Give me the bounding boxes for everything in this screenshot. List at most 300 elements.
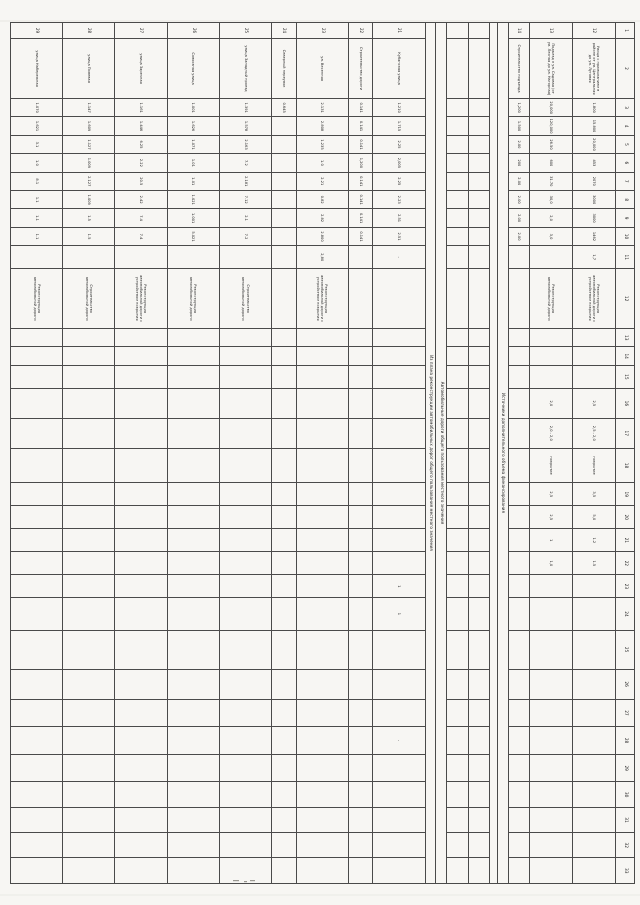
table-cell: 2.1	[219, 209, 271, 227]
table-cell: 0.645	[272, 98, 297, 116]
row-number: 13	[530, 23, 573, 39]
table-cell	[11, 669, 63, 699]
table-cell	[573, 630, 616, 669]
table-cell	[348, 418, 373, 448]
table-cell	[468, 506, 489, 529]
table-cell: 1.500	[508, 117, 530, 135]
table-cell: 1.715	[373, 117, 425, 135]
table-cell	[348, 329, 373, 347]
table-cell	[573, 754, 616, 782]
road-name: Строительство дороги	[348, 39, 373, 99]
table-cell	[447, 227, 469, 245]
table-cell	[468, 754, 489, 782]
table-cell	[468, 135, 489, 153]
table-row	[11, 23, 63, 884]
col-number: 28	[616, 727, 635, 755]
table-cell	[468, 418, 489, 448]
table-cell	[167, 575, 219, 598]
road-name: Северный переулок	[272, 39, 297, 99]
table-cell	[468, 833, 489, 858]
table-cell: 7.2	[219, 154, 271, 172]
table-cell	[272, 754, 297, 782]
table-cell	[530, 833, 573, 858]
table-cell	[296, 365, 348, 388]
work-description	[348, 269, 373, 329]
table-cell	[63, 506, 115, 529]
table-cell: 3000	[573, 209, 616, 227]
table-cell: 7.4	[115, 209, 167, 227]
table-cell	[167, 727, 219, 755]
table-cell: 1,7	[573, 246, 616, 269]
table-cell	[11, 418, 63, 448]
road-name: улица Полевая	[63, 39, 115, 99]
table-cell: 1.01	[167, 154, 219, 172]
col-number: 21	[616, 529, 635, 552]
table-cell	[115, 365, 167, 388]
table-cell: 1.009	[63, 190, 115, 208]
table-cell: 3.1	[11, 135, 63, 153]
table-cell	[296, 483, 348, 506]
col-number: 17	[616, 418, 635, 448]
table-cell	[373, 483, 425, 506]
table-cell	[219, 365, 271, 388]
table-cell: 1.391	[219, 98, 271, 116]
table-cell	[373, 388, 425, 418]
table-cell	[115, 448, 167, 483]
table-cell	[573, 347, 616, 365]
row-number: 29	[11, 23, 63, 39]
table-cell	[219, 598, 271, 630]
table-cell	[508, 529, 530, 552]
col-number: 30	[616, 782, 635, 807]
table-cell	[530, 347, 573, 365]
table-cell	[508, 552, 530, 575]
table-cell	[447, 365, 469, 388]
table-cell	[272, 117, 297, 135]
table-cell: 2,80	[296, 246, 348, 269]
table-cell	[508, 575, 530, 598]
table-cell: 0.141	[348, 98, 373, 116]
table-cell: 3,5	[573, 483, 616, 506]
table-cell	[530, 365, 573, 388]
road-name: улица Западный проезд	[219, 39, 271, 99]
road-name: ул. Весенняя	[296, 39, 348, 99]
table-cell	[272, 246, 297, 269]
table-cell: 2.00	[508, 135, 530, 153]
table-cell	[272, 858, 297, 884]
table-cell	[11, 329, 63, 347]
row-number: 25	[219, 23, 271, 39]
table-cell: -	[373, 246, 425, 269]
table-row	[63, 23, 115, 884]
table-cell: 0.141	[348, 190, 373, 208]
section-header-lower	[425, 23, 446, 884]
table-cell: 1.609	[63, 117, 115, 135]
table-cell: 1.009	[63, 154, 115, 172]
table-cell	[11, 754, 63, 782]
table-cell	[63, 329, 115, 347]
table-cell	[167, 858, 219, 884]
table-cell	[63, 552, 115, 575]
table-row	[373, 23, 425, 884]
table-cell	[468, 552, 489, 575]
table-cell	[296, 329, 348, 347]
table-cell	[573, 858, 616, 884]
table-cell	[508, 506, 530, 529]
table-cell	[373, 833, 425, 858]
col-number: 12	[616, 269, 635, 329]
table-cell: 1.1	[11, 190, 63, 208]
table-cell	[115, 754, 167, 782]
table-cell	[573, 575, 616, 598]
table-cell	[447, 172, 469, 190]
table-cell: покрытие	[573, 448, 616, 483]
rotated-table-container	[10, 22, 635, 884]
col-number: 23	[616, 575, 635, 598]
table-cell: 3,0	[530, 227, 573, 245]
table-cell: 1462	[573, 227, 616, 245]
upper-rows	[508, 23, 615, 884]
table-cell: 1.800	[573, 98, 616, 116]
table-cell	[167, 483, 219, 506]
table-cell: 2.00	[508, 190, 530, 208]
table-cell: 200	[508, 154, 530, 172]
table-cell	[63, 727, 115, 755]
table-cell: 1	[373, 575, 425, 598]
table-cell	[508, 388, 530, 418]
table-cell	[11, 388, 63, 418]
table-cell	[11, 833, 63, 858]
table-cell	[447, 388, 469, 418]
col-number: 19	[616, 483, 635, 506]
table-cell	[296, 833, 348, 858]
table-cell	[468, 246, 489, 269]
table-cell	[167, 246, 219, 269]
table-cell	[115, 246, 167, 269]
table-cell	[508, 246, 530, 269]
table-row	[573, 23, 616, 884]
table-cell	[115, 669, 167, 699]
table-cell	[219, 552, 271, 575]
table-cell	[115, 727, 167, 755]
table-cell	[447, 347, 469, 365]
table-cell	[115, 552, 167, 575]
table-cell	[115, 388, 167, 418]
table-cell: 1.621	[11, 117, 63, 135]
table-cell: 0.82	[296, 190, 348, 208]
table-cell: 8.1	[11, 172, 63, 190]
table-cell	[272, 347, 297, 365]
table-cell: 2.51	[373, 227, 425, 245]
col-number: 27	[616, 699, 635, 727]
table-cell: 1.01	[167, 172, 219, 190]
table-cell: 0.141	[348, 209, 373, 227]
road-name: Подъезд к ул. Садовая (от ул. Лесная до ул. Нагорная)	[530, 39, 573, 99]
table-cell: 2,5	[530, 506, 573, 529]
table-cell	[272, 190, 297, 208]
table-cell	[468, 154, 489, 172]
table-cell	[447, 209, 469, 227]
table-cell	[219, 699, 271, 727]
table-cell: 2.800	[296, 227, 348, 245]
table-cell	[272, 227, 297, 245]
table-cell	[219, 754, 271, 782]
table-cell	[373, 699, 425, 727]
table-cell	[11, 807, 63, 832]
table-cell: 0.141	[348, 172, 373, 190]
table-cell	[219, 575, 271, 598]
table-cell: 1.5	[63, 209, 115, 227]
table-cell	[468, 858, 489, 884]
table-cell: 120,000	[530, 117, 573, 135]
table-cell: 2.21	[296, 172, 348, 190]
table-cell: 7.4	[115, 227, 167, 245]
table-row	[272, 23, 297, 884]
table-cell	[573, 669, 616, 699]
work-description: Реконструкция автомобильной дороги с устройством покрытия	[296, 269, 348, 329]
table-cell	[63, 858, 115, 884]
table-cell	[468, 23, 489, 39]
table-cell	[573, 365, 616, 388]
table-cell	[11, 782, 63, 807]
table-cell: 1.161	[115, 98, 167, 116]
table-cell	[468, 347, 489, 365]
table-cell	[167, 807, 219, 832]
table-cell	[468, 117, 489, 135]
table-cell	[167, 833, 219, 858]
table-cell	[296, 630, 348, 669]
table-cell	[11, 699, 63, 727]
table-cell	[272, 388, 297, 418]
table-cell	[468, 448, 489, 483]
table-cell	[219, 807, 271, 832]
col-number: 9	[616, 209, 635, 227]
table-cell	[508, 598, 530, 630]
table-cell: 2.25	[373, 135, 425, 153]
table-cell	[296, 448, 348, 483]
table-cell	[272, 575, 297, 598]
table-cell	[468, 388, 489, 418]
table-cell: 1.147	[63, 98, 115, 116]
table-cell	[11, 727, 63, 755]
table-cell: 2.131	[296, 98, 348, 116]
table-cell: 2.00	[508, 172, 530, 190]
table-cell	[219, 329, 271, 347]
table-cell: 1.5	[573, 552, 616, 575]
table-cell	[63, 598, 115, 630]
table-cell	[63, 365, 115, 388]
table-cell	[447, 669, 469, 699]
table-cell	[508, 329, 530, 347]
table-cell	[167, 699, 219, 727]
table-cell	[219, 448, 271, 483]
table-cell: 1.578	[219, 117, 271, 135]
road-name: Улица с примыканием в районе от ул. Центральная до ул. Луговая	[573, 39, 616, 99]
table-cell	[468, 483, 489, 506]
table-cell	[63, 630, 115, 669]
table-cell	[468, 699, 489, 727]
row-number: 12	[573, 23, 616, 39]
table-cell	[219, 506, 271, 529]
table-cell	[348, 552, 373, 575]
table-cell	[468, 227, 489, 245]
table-cell	[63, 529, 115, 552]
table-cell	[447, 754, 469, 782]
table-cell: -	[373, 727, 425, 755]
table-cell: 2070	[573, 172, 616, 190]
col-number: 1	[616, 23, 635, 39]
table-cell	[573, 329, 616, 347]
table-cell	[272, 329, 297, 347]
table-cell	[530, 630, 573, 669]
table-cell	[573, 833, 616, 858]
table-cell	[530, 575, 573, 598]
table-cell	[447, 807, 469, 832]
table-cell: 1.001	[167, 209, 219, 227]
table-cell	[272, 209, 297, 227]
table-cell	[296, 347, 348, 365]
table-cell	[447, 269, 469, 329]
table-cell	[508, 754, 530, 782]
table-cell	[373, 329, 425, 347]
table-cell	[11, 246, 63, 269]
table-row	[219, 23, 271, 884]
table-cell: 2.23	[373, 190, 425, 208]
table-cell	[508, 807, 530, 832]
table-cell: 1.210	[373, 98, 425, 116]
table-cell	[272, 529, 297, 552]
table-cell	[468, 598, 489, 630]
table-cell	[115, 483, 167, 506]
table-cell	[348, 347, 373, 365]
table-cell: 2,005	[373, 154, 425, 172]
table-cell: 1	[373, 598, 425, 630]
table-cell	[447, 154, 469, 172]
table-cell	[272, 552, 297, 575]
table-cell	[447, 117, 469, 135]
work-description: Реконструкция автомобильной дороги	[530, 269, 573, 329]
table-cell: 1.071	[167, 135, 219, 153]
table-cell	[272, 483, 297, 506]
table-cell: 1.127	[63, 135, 115, 153]
work-description	[272, 269, 297, 329]
table-cell	[63, 699, 115, 727]
table-cell: 5,0	[573, 506, 616, 529]
table-cell: 7.2	[219, 227, 271, 245]
table-cell	[272, 365, 297, 388]
row-number: 21	[373, 23, 425, 39]
table-cell	[373, 669, 425, 699]
col-number: 16	[616, 388, 635, 418]
table-cell	[468, 98, 489, 116]
table-cell	[63, 807, 115, 832]
table-cell	[447, 575, 469, 598]
table-cell	[296, 418, 348, 448]
table-cell	[11, 858, 63, 884]
table-cell	[219, 388, 271, 418]
table-cell	[296, 552, 348, 575]
table-cell	[468, 807, 489, 832]
table-cell	[373, 858, 425, 884]
table-cell	[296, 727, 348, 755]
table-cell	[508, 782, 530, 807]
row-number: 27	[115, 23, 167, 39]
table-cell	[468, 669, 489, 699]
table-cell: 0.141	[348, 135, 373, 153]
table-cell	[115, 529, 167, 552]
table-cell: 1.0	[296, 154, 348, 172]
table-cell	[63, 782, 115, 807]
table-cell	[219, 483, 271, 506]
table-cell: 1.1	[11, 227, 63, 245]
table-row	[348, 23, 373, 884]
table-cell	[115, 858, 167, 884]
table-cell	[272, 135, 297, 153]
table-cell	[447, 190, 469, 208]
table-cell	[468, 575, 489, 598]
table-cell: 2.22	[115, 154, 167, 172]
table-cell: 20,000	[573, 135, 616, 153]
table-cell	[468, 269, 489, 329]
table-cell	[447, 246, 469, 269]
table-cell	[468, 39, 489, 99]
table-cell: 2,5	[530, 483, 573, 506]
table-cell: 0.141	[348, 227, 373, 245]
table-row	[508, 23, 530, 884]
table-cell	[272, 833, 297, 858]
table-cell	[508, 483, 530, 506]
table-cell	[447, 448, 469, 483]
table-cell	[63, 575, 115, 598]
table-cell	[167, 669, 219, 699]
table-cell	[167, 365, 219, 388]
table-cell	[573, 598, 616, 630]
table-cell	[272, 448, 297, 483]
work-description: Строительство автомобильной дороги	[219, 269, 271, 329]
table-cell	[530, 727, 573, 755]
table-cell	[219, 782, 271, 807]
table-cell	[447, 329, 469, 347]
table-cell: 1.0	[11, 154, 63, 172]
table-cell	[373, 448, 425, 483]
table-cell	[296, 506, 348, 529]
table-cell	[115, 782, 167, 807]
col-number: 11	[616, 246, 635, 269]
table-cell	[373, 630, 425, 669]
col-number: 24	[616, 598, 635, 630]
table-cell	[115, 807, 167, 832]
table-cell	[447, 506, 469, 529]
col-number: 33	[616, 858, 635, 884]
table-cell	[348, 575, 373, 598]
table-cell	[530, 807, 573, 832]
col-number: 4	[616, 117, 635, 135]
table-cell: 30,0	[530, 190, 573, 208]
table-cell	[219, 727, 271, 755]
table-cell	[272, 506, 297, 529]
col-number: 5	[616, 135, 635, 153]
table-cell	[219, 347, 271, 365]
table-cell	[530, 329, 573, 347]
table-cell: 3000	[573, 190, 616, 208]
table-cell	[115, 699, 167, 727]
table-cell: 20,000	[530, 98, 573, 116]
table-cell	[468, 329, 489, 347]
table-cell	[11, 448, 63, 483]
table-cell	[11, 365, 63, 388]
table-cell	[373, 347, 425, 365]
table-cell: 1,0	[530, 552, 573, 575]
